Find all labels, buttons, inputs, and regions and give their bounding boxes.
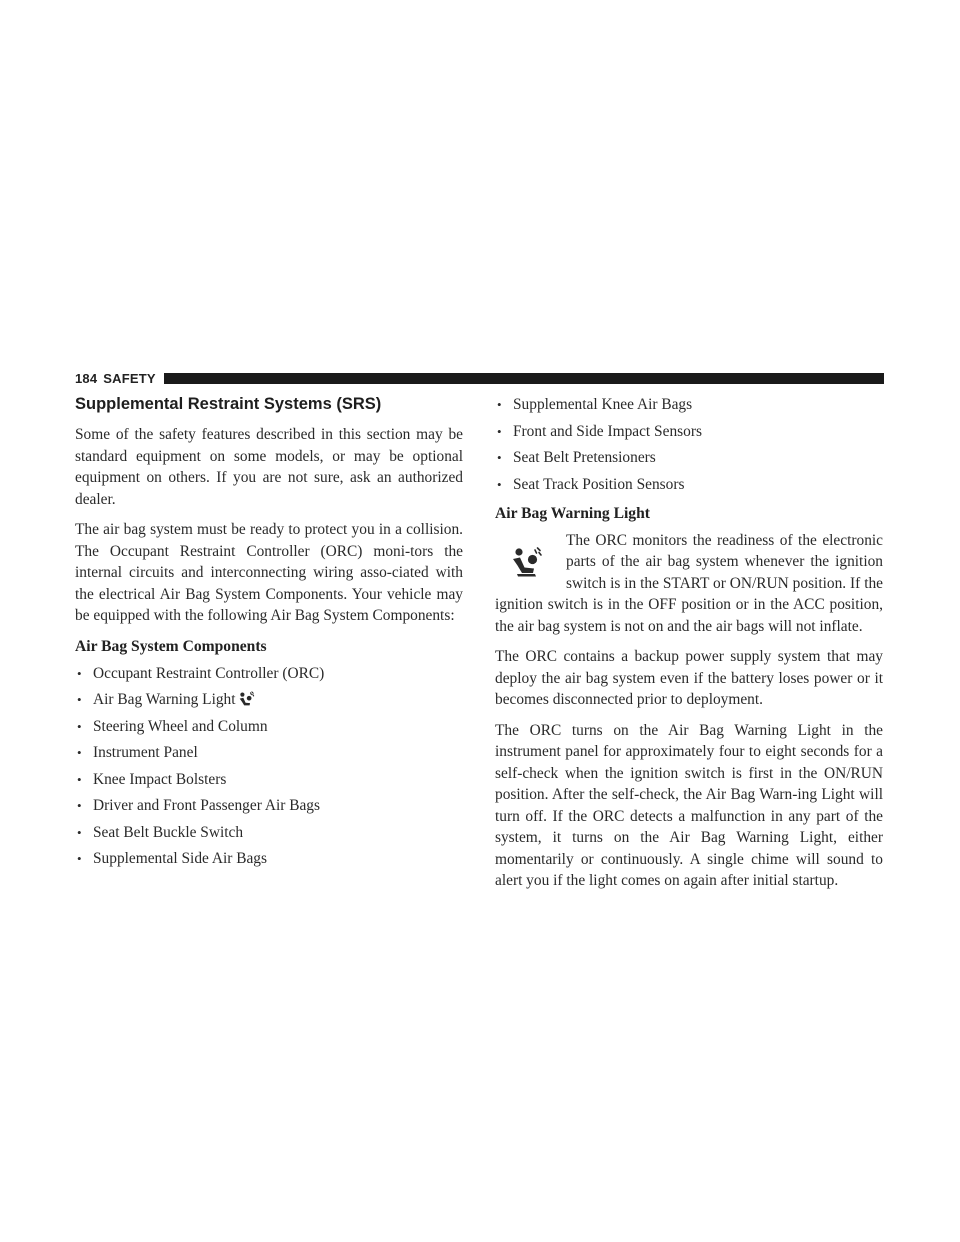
bullet: • xyxy=(497,450,502,465)
components-heading: Air Bag System Components xyxy=(75,637,267,655)
system-paragraph: The air bag system must be ready to protect you in a collision. The Occupant Restraint Controller (ORC) moni-tors the internal circuits and interconnecting wiring asso-ciated with the electrical Air Bag System Components. Your vehicle may be equipped with the following Air Bag System Components: xyxy=(75,521,463,624)
warning-paragraph-1: The ORC monitors the readiness of the electronic parts of the air bag system whenever the ignition switch is in the START or ON/RUN position. If the ignition switch is in the OFF position or in the ACC position, the air bag system is not on and the air bags will not inflate. xyxy=(495,531,883,635)
airbag-warning-icon xyxy=(237,691,255,709)
list-item: • Seat Belt Pretensioners xyxy=(497,449,656,466)
section-title: Supplemental Restraint Systems (SRS) xyxy=(75,395,382,413)
list-item: • Steering Wheel and Column xyxy=(77,717,268,735)
page-header xyxy=(75,370,884,386)
left-column xyxy=(75,394,463,877)
warning-light-section xyxy=(495,530,883,892)
header-rule xyxy=(164,373,884,384)
bullet: • xyxy=(497,423,502,439)
bullet: • xyxy=(77,718,82,734)
right-column xyxy=(495,394,883,901)
list-item: • Air Bag Warning Light xyxy=(75,689,463,710)
list-item: • Supplemental Side Air Bags xyxy=(77,850,267,867)
bullet: • xyxy=(77,745,82,760)
bullet: • xyxy=(77,771,82,787)
list-item: • Knee Impact Bolsters xyxy=(77,770,227,788)
list-item: • Seat Track Position Sensors xyxy=(497,475,685,493)
bullet: • xyxy=(77,851,82,866)
bullet: • xyxy=(77,798,82,813)
header-label xyxy=(75,371,156,386)
list-item: • Occupant Restraint Controller (ORC) xyxy=(77,664,325,682)
components-list-continued xyxy=(495,394,883,495)
section-name: SAFETY xyxy=(103,370,156,386)
warning-paragraph-2: The ORC contains a backup power supply system that may deploy the air bag system even if the battery loses power or it becomes disconnected prior to deployment. xyxy=(495,648,883,708)
airbag-warning-icon xyxy=(509,546,545,580)
warning-light-heading: Air Bag Warning Light xyxy=(495,504,650,522)
list-item: • Supplemental Knee Air Bags xyxy=(497,396,693,413)
list-item: • Driver and Front Passenger Air Bags xyxy=(77,797,320,814)
list-item: • Instrument Panel xyxy=(77,744,198,761)
page-number: 184 xyxy=(75,370,98,386)
warning-paragraph-3: The ORC turns on the Air Bag Warning Light in the instrument panel for approximately four to eight seconds for a self-check when the ignition switch is first in the ON/RUN position. After the self-check, the Air Bag Warn-ing Light will turn off. If the ORC detects a malfunction in any part of the system, it turns on the Air Bag Warning Light, either momentarily or continuously. A single chime will sound to alert you if the light comes on again after initial startup. xyxy=(495,721,883,889)
list-item: • Front and Side Impact Sensors xyxy=(497,422,702,440)
bullet: • xyxy=(77,665,82,681)
bullet: • xyxy=(77,692,82,707)
components-list xyxy=(75,663,463,870)
bullet: • xyxy=(77,824,82,840)
list-item: • Seat Belt Buckle Switch xyxy=(77,823,244,841)
bullet: • xyxy=(497,476,502,492)
bullet: • xyxy=(497,397,502,412)
intro-paragraph: Some of the safety features described in this section may be standard equipment on some models, or may be optional equipment on others. If you are not sure, ask an authorized dealer. xyxy=(75,426,463,508)
